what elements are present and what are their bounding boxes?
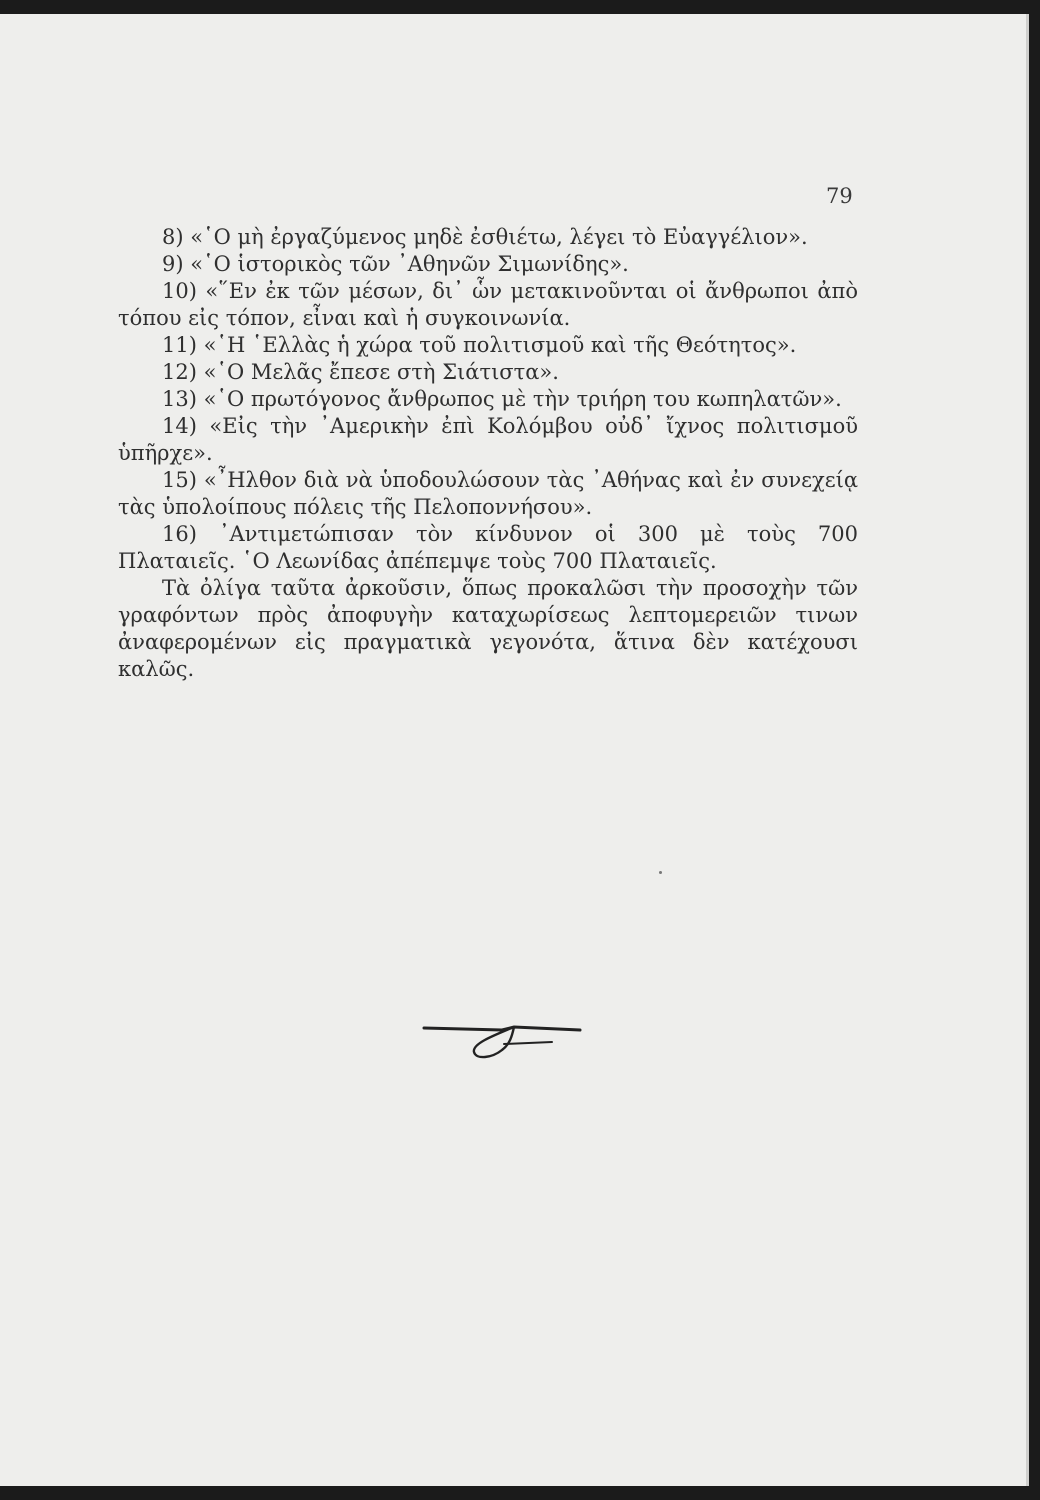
- closing-paragraph: Τὰ ὀλίγα ταῦτα ἀρκοῦσιν, ὅπως προκαλῶσι τὴν προσοχὴν τῶν γραφόντων πρὸς ἀποφυγὴν καταχωρίσεως λεπτομερειῶν τινων ἀναφερομένων εἰς πραγματικὰ γεγονότα, ἅτινα δὲν κατέχουσι καλῶς.: [118, 576, 858, 681]
- paragraph-10: 10) «῞Εν ἐκ τῶν μέσων, δι᾿ ὧν μετακινοῦνται οἱ ἄνθρωποι ἀπὸ τόπου εἰς τόπον, εἶναι καὶ ἡ συγκοινωνία.: [118, 279, 858, 330]
- paragraph-8: 8) «῾Ο μὴ ἐργαζύμενος μηδὲ ἐσθιέτω, λέγει τὸ Εὐαγγέλιον».: [162, 225, 808, 249]
- paragraph-13: 13) «῾Ο πρωτόγονος ἄνθρωπος μὲ τὴν τριήρη του κωπηλατῶν».: [162, 387, 842, 411]
- paragraph-12: 12) «῾Ο Μελᾶς ἔπεσε στὴ Σιάτιστα».: [162, 360, 559, 384]
- paragraph-9: 9) «῾Ο ἱστορικὸς τῶν ᾿Αθηνῶν Σιμωνίδης».: [162, 252, 629, 276]
- book-page: [0, 14, 1029, 1486]
- paragraph-16: 16) ᾿Αντιμετώπισαν τὸν κίνδυνον οἱ 300 μὲ τοὺς 700 Πλαταιεῖς. ῾Ο Λεωνίδας ἀπέπεμψε τοὺς 700 Πλαταιεῖς.: [118, 522, 858, 573]
- paragraph-11: 11) «῾Η ῾Ελλὰς ἡ χώρα τοῦ πολιτισμοῦ καὶ τῆς Θεότητος».: [162, 333, 797, 357]
- paragraph-15: 15) «῏Ηλθον διὰ νὰ ὑποδουλώσουν τὰς ᾿Αθήνας καὶ ἐν συνεχείᾳ τὰς ὑπολοίπους πόλεις τῆς Πελοποννήσου».: [118, 468, 858, 519]
- body-text: [118, 224, 858, 683]
- page-number: 79: [826, 184, 853, 208]
- end-flourish-icon: [422, 1018, 582, 1078]
- speck: [659, 871, 662, 874]
- paragraph-14: 14) «Εἰς τὴν ᾿Αμερικὴν ἐπὶ Κολόμβου οὐδ᾿ ἴχνος πολιτισμοῦ ὑπῆρχε».: [118, 414, 858, 465]
